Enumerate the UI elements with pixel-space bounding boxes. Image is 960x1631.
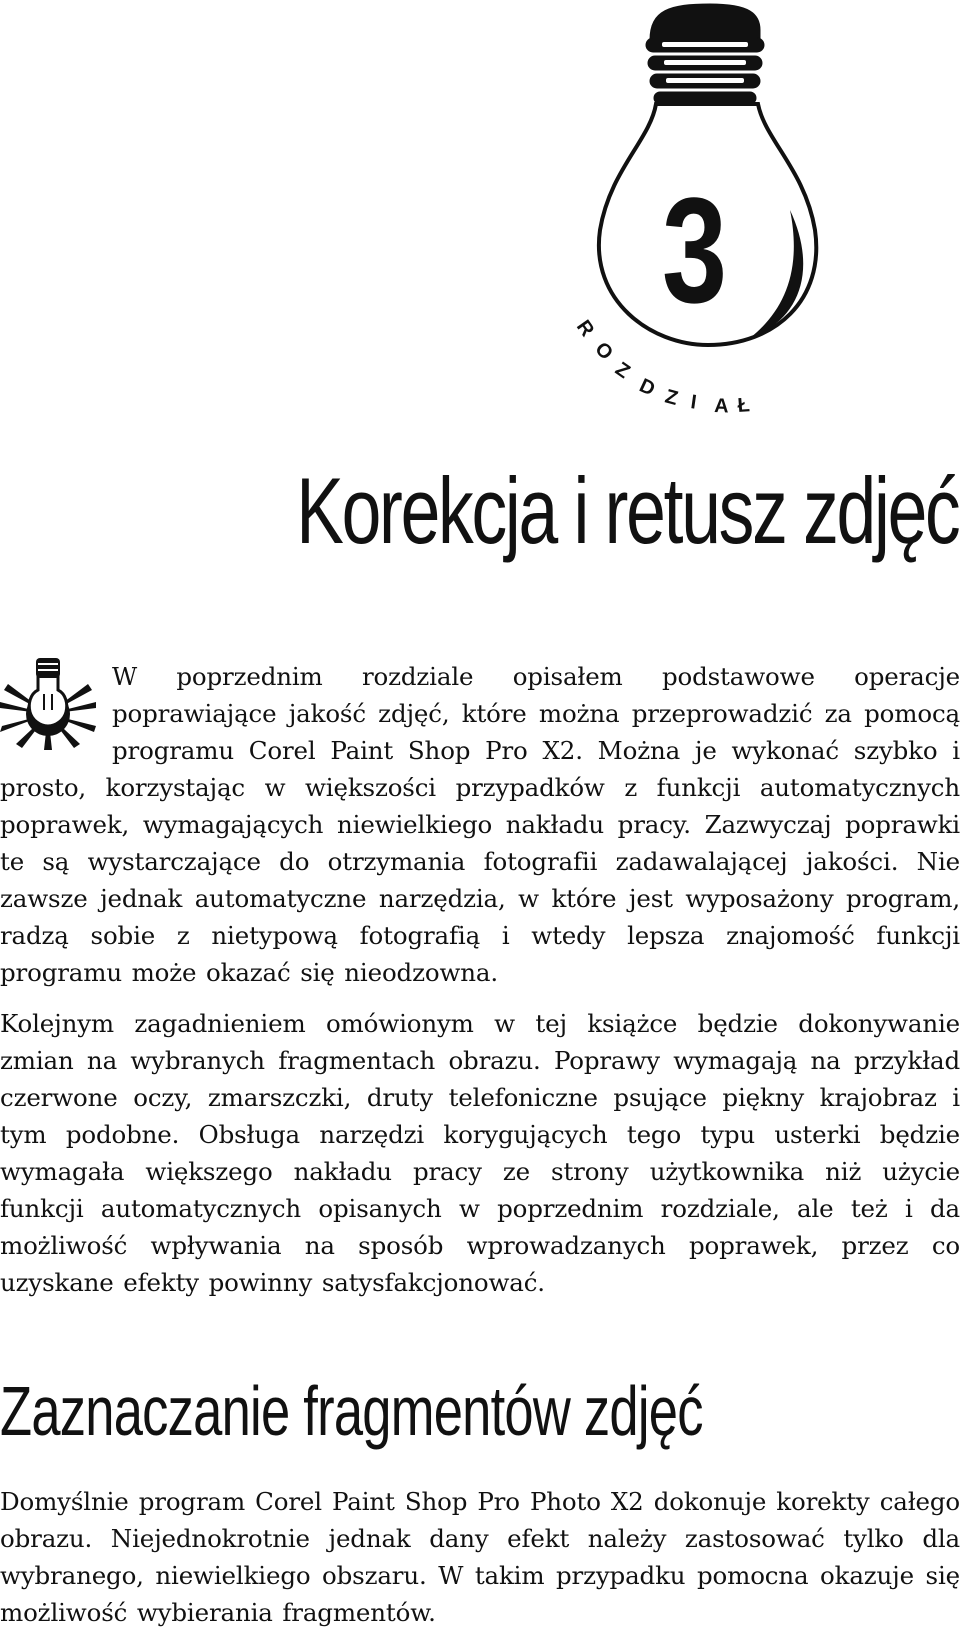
chapter-label-letter: R (571, 316, 599, 341)
section-title: Zaznaczanie fragmentów zdjęć (0, 1372, 703, 1450)
chapter-bulb-icon (571, 0, 850, 440)
chapter-label-letter: O (590, 337, 618, 365)
bulb-base (646, 4, 764, 104)
intro-paragraph-1: W poprzednim rozdziale opisałem podstawowe operacje poprawiające jakość zdjęć, które można przeprowadzić za pomocą programu Corel Paint Shop Pro X2. Można je wykonać szybko i prosto, korzystając w większości przypadków z funkcji automatycznych poprawek, wymagających niewielkiego nakładu pracy. Zazwyczaj poprawki te są wystarczające do otrzymania fotografii zadawalającej jakości. Nie zawsze jednak automatyczne narzędzia, w które jest wyposażony program, radzą sobie z nietypową fotografią i wtedy lepsza znajomość funkcji programu może okazać się nieodzowna. (0, 662, 960, 987)
chapter-number: 3 (661, 165, 728, 335)
chapter-label-letter: Z (611, 358, 634, 384)
chapter-label-letter: Ł (736, 394, 751, 417)
section-paragraph: Domyślnie program Corel Paint Shop Pro Photo X2 dokonuje korekty całego obrazu. Niejednokrotnie jednak dany efekt należy zastosować tylko dla wybranego, niewielkiego obszaru. W takim przypadku pomocna okazuje się możliwość wybierania fragmentów. (0, 1487, 960, 1627)
chapter-title: Korekcja i retusz zdjęć (296, 458, 959, 563)
chapter-label-letter: Z (662, 385, 681, 410)
chapter-label-letter: A (713, 395, 730, 418)
intro-paragraph-2: Kolejnym zagadnieniem omówionym w tej książce będzie dokonywanie zmian na wybranych fragmentach obrazu. Poprawy wymagają na przykład czerwone oczy, zmarszczki, druty telefoniczne psujące piękny krajobraz i tym podobne. Obsługa narzędzi korygujących tego typu usterki będzie wymagała większego nakładu pracy ze strony użytkownika niż użycie funkcji automatycznych opisanych w poprzednim rozdziale, ale też i da możliwość wpływania na sposób wprowadzanych poprawek, przez co uzyskane efekty powinny satysfakcjonować. (0, 1009, 960, 1297)
chapter-label-letter: I (689, 391, 698, 414)
lightbulb-burst-icon (0, 654, 96, 750)
chapter-content (0, 658, 960, 1631)
chapter-label-letter: D (635, 374, 659, 401)
